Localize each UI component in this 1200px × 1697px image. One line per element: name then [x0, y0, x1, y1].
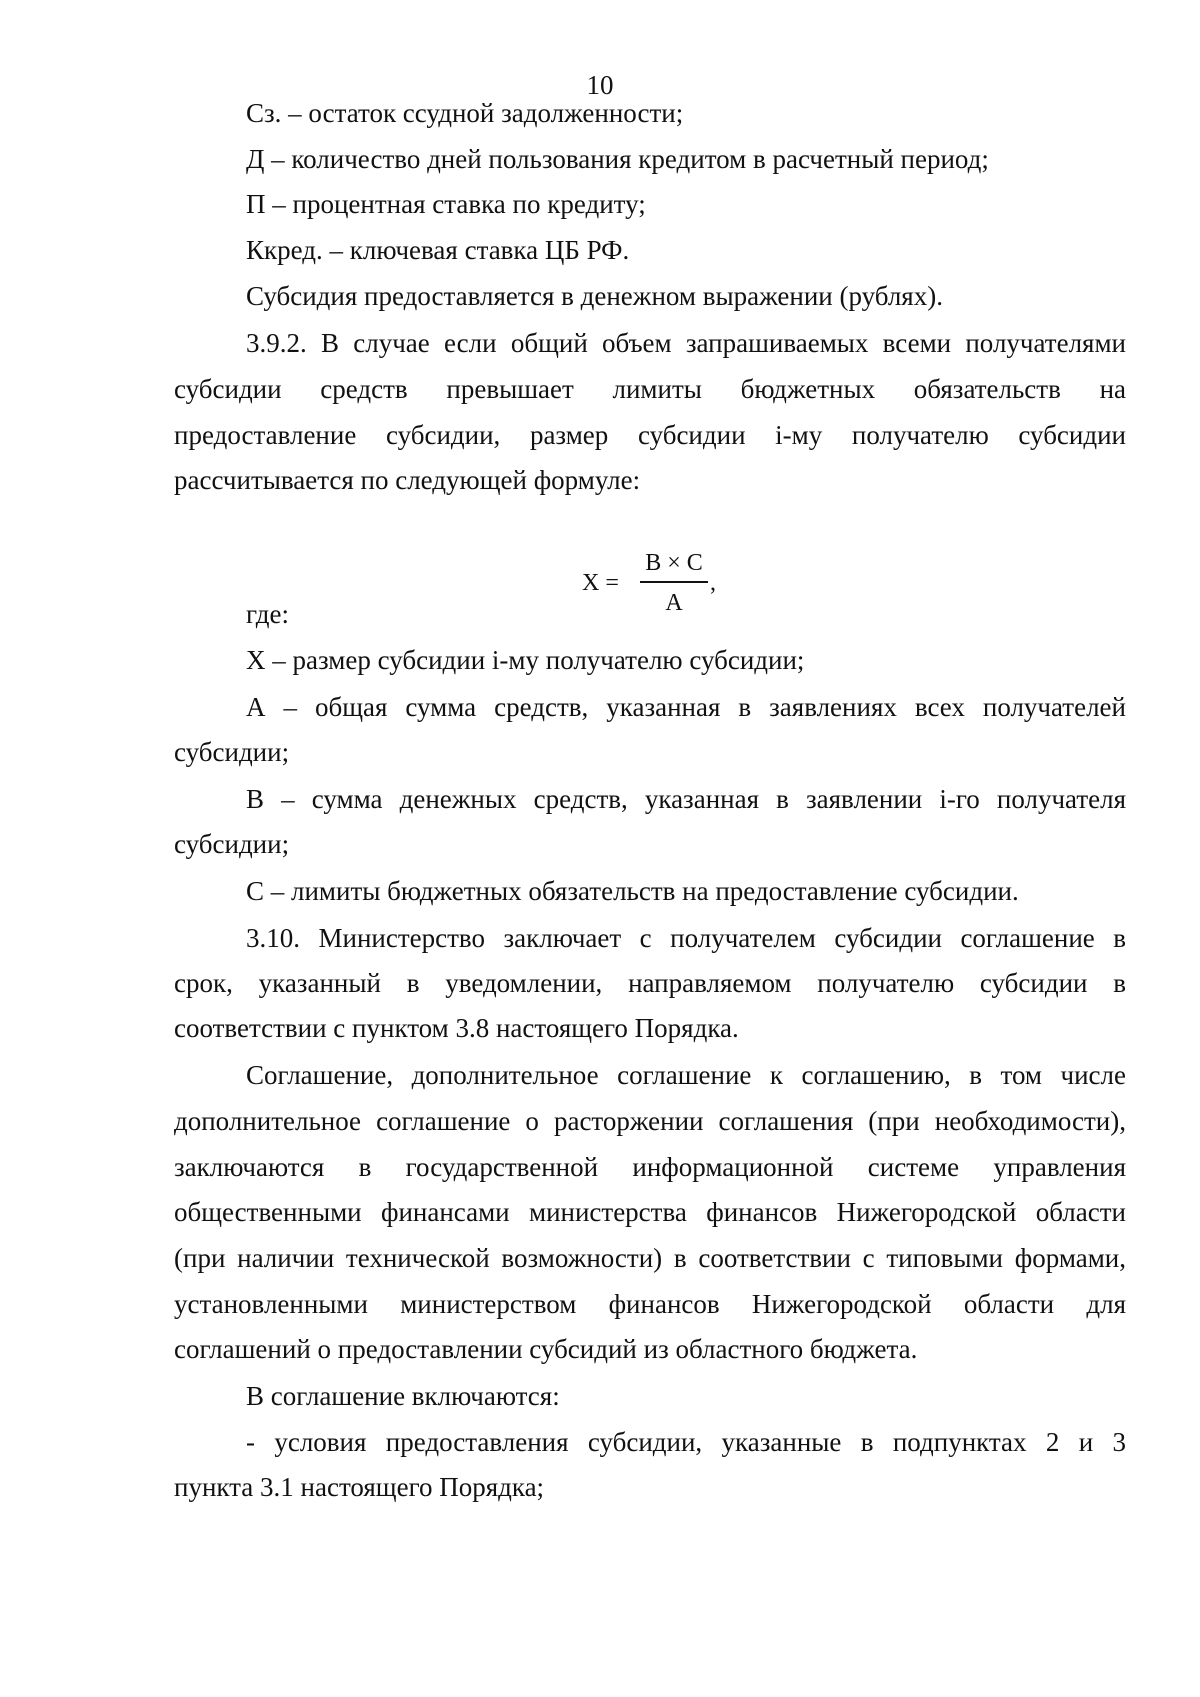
- text-line: субсидии;: [174, 737, 290, 767]
- text-line: (при наличии технической возможности) в соответствии с типовыми формами,: [174, 1243, 1126, 1273]
- text-line: В – сумма денежных средств, указанная в заявлении i-го получателя: [246, 784, 1126, 814]
- text-line: П – процентная ставка по кредиту;: [246, 189, 646, 219]
- formula-trailing-comma: ,: [710, 570, 716, 596]
- text-line: где:: [246, 599, 289, 629]
- text-line: 3.9.2. В случае если общий объем запрашиваемых всеми получателями: [246, 328, 1126, 358]
- text-line: установленными министерством финансов Нижегородской области для: [174, 1289, 1126, 1319]
- text-line: - условия предоставления субсидии, указанные в подпунктах 2 и 3: [246, 1427, 1126, 1457]
- text-line: заключаются в государственной информационной системе управления: [174, 1152, 1126, 1182]
- text-line: Ккред. – ключевая ставка ЦБ РФ.: [246, 235, 630, 265]
- text-line: 3.10. Министерство заключает с получателем субсидии соглашение в: [246, 923, 1126, 953]
- text-line: Субсидия предоставляется в денежном выражении (рублях).: [246, 281, 943, 311]
- page-number: 10: [586, 70, 614, 100]
- text-line: пункта 3.1 настоящего Порядка;: [174, 1472, 545, 1502]
- text-line: В соглашение включаются:: [246, 1381, 560, 1411]
- formula-lhs: X =: [582, 570, 619, 596]
- text-line: Сз. – остаток ссудной задолженности;: [246, 98, 684, 128]
- text-line: Д – количество дней пользования кредитом в расчетный период;: [246, 144, 989, 174]
- text-line: субсидии средств превышает лимиты бюджетных обязательств на: [174, 374, 1126, 404]
- text-line: X – размер субсидии i-му получателю субсидии;: [246, 645, 805, 675]
- text-line: С – лимиты бюджетных обязательств на предоставление субсидии.: [246, 876, 1019, 906]
- text-line: общественными финансами министерства финансов Нижегородской области: [174, 1197, 1126, 1227]
- subsidy-formula: [582, 548, 722, 618]
- formula-numerator: B × C: [645, 550, 703, 576]
- text-line: дополнительное соглашение о расторжении соглашения (при необходимости),: [174, 1106, 1126, 1136]
- text-line: А – общая сумма средств, указанная в заявлениях всех получателей: [246, 692, 1126, 722]
- text-line: срок, указанный в уведомлении, направляемом получателю субсидии в: [174, 968, 1126, 998]
- text-line: субсидии;: [174, 829, 290, 859]
- text-line: Соглашение, дополнительное соглашение к соглашению, в том числе: [246, 1060, 1126, 1090]
- text-line: предоставление субсидии, размер субсидии i-му получателю субсидии: [174, 420, 1126, 450]
- text-line: рассчитывается по следующей формуле:: [174, 465, 641, 495]
- formula-denominator: A: [665, 590, 683, 616]
- text-line: соглашений о предоставлении субсидий из областного бюджета.: [174, 1334, 918, 1364]
- fraction-bar: [640, 581, 708, 583]
- text-line: соответствии с пунктом 3.8 настоящего Порядка.: [174, 1013, 739, 1043]
